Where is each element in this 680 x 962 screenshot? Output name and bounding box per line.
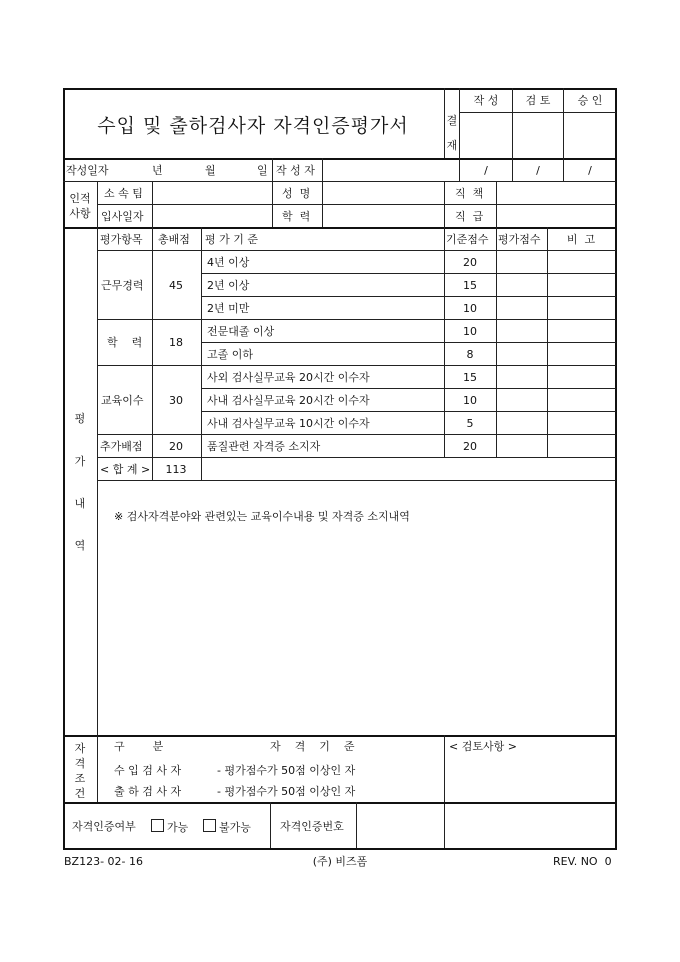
date-month[interactable]: 월 [205, 164, 216, 177]
approval-label-bottom: 재 [446, 139, 458, 152]
qual-side-3: 조 [74, 772, 86, 785]
header-criteria: 평 가 기 준 [205, 233, 258, 246]
group-total-training: 30 [169, 394, 183, 407]
qual-side-1: 자 [74, 742, 86, 755]
group-total-bonus: 20 [169, 440, 183, 453]
education-field[interactable] [323, 205, 444, 227]
base-score: 5 [466, 417, 474, 430]
base-score: 10 [463, 302, 477, 315]
approval-col-draft: 작 성 [473, 94, 499, 107]
position-label: 직 책 [455, 187, 484, 200]
author-label: 작 성 자 [276, 164, 315, 177]
score-input-column[interactable] [497, 251, 547, 457]
criteria-row: 품질관련 자격증 소지자 [207, 440, 321, 453]
cert-option-no[interactable] [203, 819, 251, 833]
hire-date-field[interactable] [153, 205, 272, 227]
grade-field[interactable] [497, 205, 615, 227]
dept-field[interactable] [153, 182, 272, 204]
base-score: 10 [463, 394, 477, 407]
name-label: 성 명 [282, 187, 311, 200]
header-score: 평가점수 [498, 233, 541, 246]
group-item-career: 근무경력 [101, 279, 144, 292]
approval-col-approve: 승 인 [577, 94, 603, 107]
sum-label: < 합 계 > [100, 463, 151, 476]
base-score: 8 [466, 348, 474, 361]
qual-header-category: 구 분 [114, 740, 164, 753]
group-total-education: 18 [169, 336, 183, 349]
form-title: 수입 및 출하검사자 자격인증평가서 [97, 115, 409, 137]
evaluation-note: ※ 검사자격분야와 관련있는 교육이수내용 및 자격증 소지내역 [114, 510, 410, 523]
approval-sign-draft[interactable] [460, 113, 512, 158]
group-item-training: 교육이수 [101, 394, 144, 407]
approval-date-review: / [536, 164, 540, 177]
dept-label: 소 속 팀 [104, 187, 143, 200]
checkbox-no[interactable] [203, 819, 216, 832]
criteria-row: 사외 검사실무교육 20시간 이수자 [207, 371, 370, 384]
criteria-row: 사내 검사실무교육 10시간 이수자 [207, 417, 370, 430]
footer-revision: REV. NO 0 [553, 855, 612, 868]
author-field[interactable] [323, 159, 444, 181]
date-label: 작성일자 [66, 164, 109, 177]
cert-option-yes-label: 가능 [167, 821, 189, 834]
cert-number-field[interactable] [357, 803, 444, 847]
qual-type-incoming: 수 입 검 사 자 [114, 764, 182, 777]
cert-option-yes[interactable] [151, 819, 188, 833]
footer-company: (주) 비즈폼 [312, 855, 368, 868]
date-day[interactable]: 일 [257, 164, 268, 177]
eval-side-4: 역 [74, 539, 86, 552]
cert-option-no-label: 불가능 [219, 821, 251, 834]
qual-side-2: 격 [74, 757, 86, 770]
base-score: 10 [463, 325, 477, 338]
personal-section-label-2: 사항 [69, 207, 91, 220]
footer-code: BZ123- 02- 16 [64, 855, 144, 868]
eval-side-3: 내 [74, 497, 86, 510]
eval-side-1: 평 [74, 412, 86, 425]
criteria-row: 2년 미만 [207, 302, 250, 315]
criteria-row: 고졸 이하 [207, 348, 254, 361]
approval-date-approve: / [588, 164, 592, 177]
name-field[interactable] [323, 182, 444, 204]
approval-col-review: 검 토 [525, 94, 551, 107]
criteria-row: 4년 이상 [207, 256, 250, 269]
date-year[interactable]: 년 [152, 164, 163, 177]
position-field[interactable] [497, 182, 615, 204]
header-base: 기준점수 [446, 233, 489, 246]
criteria-row: 전문대졸 이상 [207, 325, 275, 338]
hire-date-label: 입사일자 [101, 210, 144, 223]
header-total: 총배점 [158, 233, 190, 246]
qual-header-criteria: 자 격 기 준 [270, 740, 355, 753]
cert-number-label: 자격인증번호 [280, 820, 344, 833]
qual-criterion-outgoing: - 평가점수가 50점 이상인 자 [217, 785, 356, 798]
grade-label: 직 급 [455, 210, 484, 223]
base-score: 15 [463, 371, 477, 384]
group-total-career: 45 [169, 279, 183, 292]
group-item-bonus: 추가배점 [100, 440, 143, 453]
base-score: 15 [463, 279, 477, 292]
qual-type-outgoing: 출 하 검 사 자 [114, 785, 182, 798]
review-label: < 검토사항 > [449, 740, 517, 753]
criteria-row: 2년 이상 [207, 279, 250, 292]
sum-value: 113 [165, 463, 187, 476]
criteria-row: 사내 검사실무교육 20시간 이수자 [207, 394, 370, 407]
approval-sign-approve[interactable] [564, 113, 615, 158]
remark-input-column[interactable] [548, 251, 615, 457]
header-item: 평가항목 [100, 233, 143, 246]
eval-side-2: 가 [74, 455, 86, 468]
evaluation-detail-area[interactable] [98, 528, 615, 734]
qual-side-4: 건 [74, 787, 86, 800]
group-item-education: 학 력 [107, 336, 143, 349]
approval-label-top: 결 [446, 114, 458, 127]
base-score: 20 [463, 256, 477, 269]
qual-criterion-incoming: - 평가점수가 50점 이상인 자 [217, 764, 356, 777]
personal-section-label-1: 인적 [69, 192, 91, 205]
approval-date-draft: / [484, 164, 488, 177]
cert-label: 자격인증여부 [72, 820, 136, 833]
approval-sign-review[interactable] [513, 113, 563, 158]
checkbox-yes[interactable] [151, 819, 164, 832]
base-score: 20 [463, 440, 477, 453]
review-area[interactable] [445, 756, 615, 848]
education-label: 학 력 [282, 210, 311, 223]
header-remark: 비 고 [566, 233, 596, 246]
